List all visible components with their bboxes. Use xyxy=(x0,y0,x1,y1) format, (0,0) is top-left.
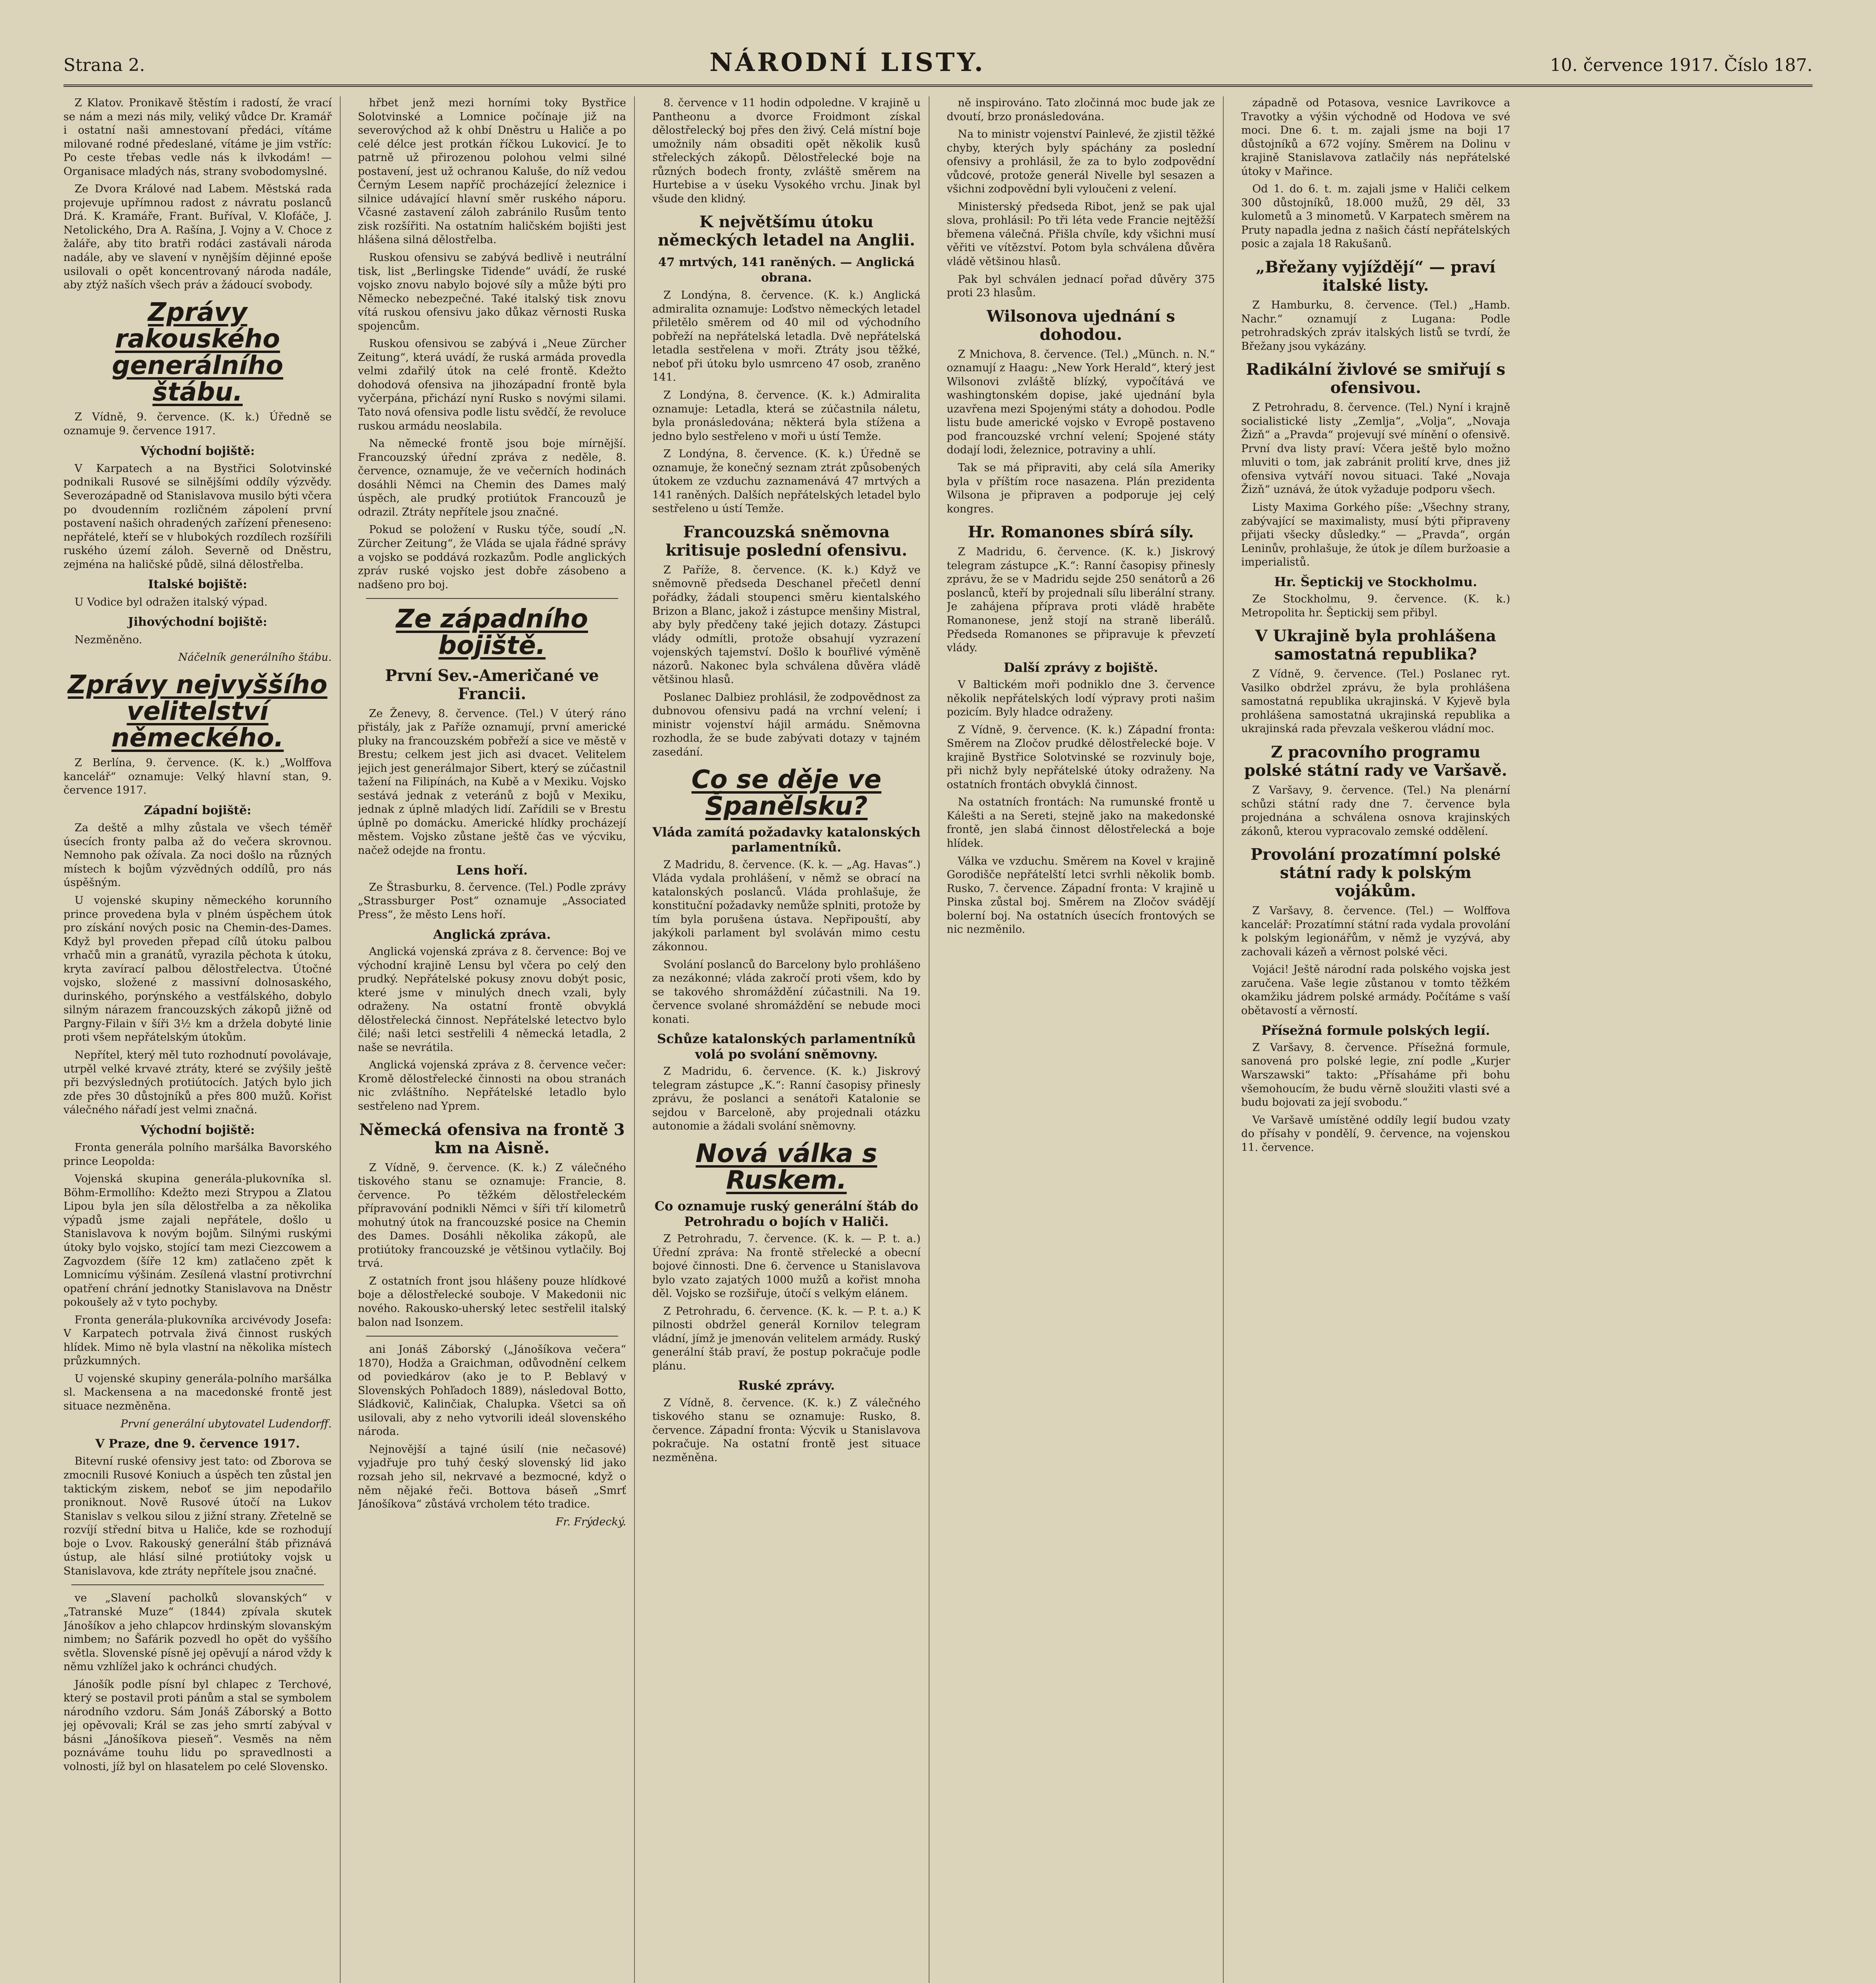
paragraph: Z Varšavy, 8. července. (Tel.) — Wolffova kancelář: Prozatímní státní rada vydala provolání k polským legionářům, v němž je vyzývá, aby zachovali kázeň a věrnost polské věci. xyxy=(1241,905,1510,958)
paragraph: Ruskou ofensivou se zabývá i „Neue Zürcher Zeitung“, která uvádí, že ruská armáda provedla velmi zdařilý útok na celé frontě. Kdežto dohodová ofensiva na jihozápadní frontě byla vyčerpána, přichází nyní Rusko s novými silami. Tato nová ofensiva podle listu svědčí, že revoluce ruskou armádu neoslabila. xyxy=(358,338,626,432)
paragraph: Na ostatních frontách: Na rumunské frontě u Kálešti a na Sereti, stejně jako na makedonské frontě, jen slabá činnost dělostřelecká a boje hlídek. xyxy=(947,796,1215,850)
paragraph: Bitevní ruské ofensivy jest tato: od Zborova se zmocnili Rusové Koniuch a úspěch ten zůstal jen taktickým ziskem, neboť se jim nepodařilo proniknout. Nově Rusové útočí na Lukov Stanislav s velkou silou z jižní strany. Zřetelně se rozvíjí střední bitva u Haliče, kde se rozhodují boje o Lvov. Rakouský generální štáb přiznává ústup, ale hlásí silné protiútoky vojsk u Stanislavova, kde ztráty nepřítele jsou značné. xyxy=(63,1455,332,1577)
headline-legion-oath: Přísežná formule polských legií. xyxy=(1261,1022,1490,1038)
paragraph: Z Madridu, 6. července. (K. k.) Jiskrový telegram zástupce „K.“: Ranní časopisy přinesly zprávu, že se v Madridu sejde 250 senátorů a 26 poslanců, kteří by projednali sílu liberální strany. Je zahájena příprava proti vládě hraběte Romanonese, jenž stojí na straně liberálů. Předseda Romanones se připravuje k převzetí vlády. xyxy=(947,546,1215,654)
headline-german-offensive: Německá ofensiva na frontě 3 km na Aisně. xyxy=(359,1120,625,1157)
headline-polish-council: Z pracovního programu polské státní rady ve Varšavě. xyxy=(1244,742,1507,780)
headline-lens: Lens hoří. xyxy=(456,862,528,878)
paragraph: Z Vídně, 9. července. (Tel.) Poslanec ryt. Vasilko obdržel zprávu, že byla prohlášena samostatná republika ukrajinská. V Kyjevě byla prohlášena samostatná ukrajinská republika a ukrajinská rada převzala veškerou vládní moc. xyxy=(1241,668,1510,735)
paragraph: Ve Varšavě umístěné oddíly legií budou vzaty do přísahy v pondělí, 9. července, na vojenskou 11. července. xyxy=(1241,1114,1510,1154)
paragraph: Svolání poslanců do Barcelony bylo prohlášeno za nezákonné; vláda zakročí proti všem, kdo by se takového shromáždění zúčastnili. Na 19. července svolané shromáždění se nebude moci konati. xyxy=(652,958,921,1026)
paragraph: Z Petrohradu, 7. července. (K. k. — P. t. a.) Úřední zpráva: Na frontě střelecké a obecní bojové činnosti. Dne 6. července u Stanislavova bylo vzato zajatých 1000 mužů a kořist mnoha děl. Vojsko se rozšiřuje, útočí s velkým elánem. xyxy=(652,1232,921,1300)
paragraph: Tak se má připraviti, aby celá síla Ameriky byla v příštím roce nasazena. Plán prezidenta Wilsona je připraven a podporuje jej celý kongres. xyxy=(947,462,1215,515)
paragraph: Pokud se položení v Rusku týče, soudí „N. Zürcher Zeitung“, že Vláda se ujala řádné správy a vojsko se poddává rozkazům. Podle anglických zpráv ruské vojsko jest dobře zásobeno a nadšeno pro boj. xyxy=(358,524,626,591)
paragraph: Z Petrohradu, 6. července. (K. k. — P. t. a.) K pilnosti obdržel generál Kornilov telegram vládní, jímž je jmenován velitelem armády. Ruský generální štáb praví, že postup pokračuje podle plánu. xyxy=(652,1305,921,1372)
paragraph: Ministerský předseda Ribot, jenž se pak ujal slova, prohlásil: Po tři léta vede Francie nejtěžší břemena válečná. Přišla chvíle, kdy všichni musí věřiti ve vítězství. Potom byla schválena důvěra vládě většinou hlasů. xyxy=(947,200,1215,268)
paragraph: Anglická vojenská zpráva z 8. července večer: Kromě dělostřelecké činnosti na obou stranách nic zvláštního. Nepřátelské letadlo bylo sestřeleno nad Yprem. xyxy=(358,1059,626,1112)
column-5 xyxy=(1241,96,1518,1983)
signature: Náčelník generálního štábu. xyxy=(178,651,332,664)
headline-french-chamber: Francouzská sněmovna kritisuje poslední ofensivu. xyxy=(665,522,907,560)
divider xyxy=(366,598,619,599)
headline-russian-staff: Co oznamuje ruský generální štáb do Petrohradu o bojích v Haliči. xyxy=(654,1199,918,1229)
headline-romanones: Hr. Romanones sbírá síly. xyxy=(968,523,1194,542)
headline-german-command: Zprávy nejvyššího velitelství německého. xyxy=(67,670,328,753)
paragraph: Ze Ženevy, 8. července. (Tel.) V úterý ráno přistály, jak z Paříže oznamují, první americké pluky na francouzském pobřeží a sice ve městě v Brestu; celkem jest jich asi dvacet. Velitelem jejich jest generálmajor Sibert, který se zúčastnil tažení na Filipínách, na Kubě a v Mexiku. Vojsko sestává jednak z veteránů z bojů v Mexiku, jednak z úplně mladých lidí. Zařídili se v Brestu úplně po domácku. Americké hlídky procházejí městem. Vojsko zůstane ještě čas ve výcviku, načež odejde na frontu. xyxy=(358,707,626,857)
paragraph: Za deště a mlhy zůstala ve všech téměř úsecích fronty palba až do večera skrovnou. Nemnoho pak ožívala. Za noci došlo na různých místech k bojům výzvědných oddílů, pro nás úspěšným. xyxy=(63,822,332,889)
paragraph: Listy Maxima Gorkého píše: „Všechny strany, zabývající se maximalisty, musí býti připraveny přijati všecky důsledky.“ — „Pravda“, orgán Leninův, prohlašuje, že útok je dílem buržoasie a imperialistů. xyxy=(1241,501,1510,569)
paragraph: ani Jonáš Záborský („Jánošíkova večera“ 1870), Hodža a Graichman, odůvodnění celkem od poviedkárov (ako je to P. Beblavý v Slovenských Pohľadoch 1889), následoval Botto, Sládkovič, Kalinčiak, Chalupka. Všetci sa oň usilovali, aby z neho vytvorili ideál slovenského národa. xyxy=(358,1343,626,1438)
paragraph: Ze Dvora Králové nad Labem. Městská rada projevuje upřímnou radost z návratu poslanců Drá. K. Kramáře, Frant. Buříval, V. Klofáče, J. Netolického, Dra A. Rašína, J. Vojny a V. Choce z žaláře, aby tito bratři rodáci zastávali národa nadále, aby ve slavení v nynějším dějinné epoše usilovali o opět koncentrovaný národa nadále, aby ztýž naších všech práv a žádoucí svobody. xyxy=(63,183,332,292)
paragraph: Z Londýna, 8. července. (K. k.) Úředně se oznamuje, že konečný seznam ztrát způsobených útokem ze vzduchu zaznamenává 47 mrtvých a 141 raněných. Dalších nepřátelských letadel bylo sestřeleno u ústí Temže. xyxy=(652,448,921,515)
paragraph: Anglická vojenská zpráva z 8. července: Boj ve východní krajině Lensu byl včera po celý den prudký. Nepřátelské pokusy znovu dobýt posic, které jsme v minulých dnech vzali, byly odraženy. Na ostatní frontě obvyklá dělostřelecká činnost. Nepřátelské letectvo bylo čilé; naši letci sestřelili 4 německá letadla, 2 naše se nevrátila. xyxy=(358,945,626,1054)
paragraph: Válka ve vzduchu. Směrem na Kovel v krajině Gorodišče nepřátelští letci svrhli několik bomb. Rusko, 7. července. Západní fronta: V krajině u Pinska zůstal boj. Směrem na Zločov svádějí bolerní boj. Na ostatních úsecích frontových se nic nezměnilo. xyxy=(947,855,1215,936)
headline-spain: Co se děje ve Španělsku? xyxy=(691,765,881,821)
page-number: Strana 2. xyxy=(63,55,145,75)
signature: První generální ubytovatel Ludendorff. xyxy=(121,1417,332,1430)
paragraph: Z Londýna, 8. července. (K. k.) Admiralita oznamuje: Letadla, která se zúčastnila náletu, byla pronásledována; některá byla stížena a jedno bylo sestřeleno v moři u ústí Temže. xyxy=(652,389,921,443)
paragraph: Ze Stockholmu, 9. července. (K. k.) Metropolita hr. Šeptickij sem přibyl. xyxy=(1241,593,1510,619)
paragraph: Z Berlína, 9. července. (K. k.) „Wolffova kancelář“ oznamuje: Velký hlavní stan, 9. července 1917. xyxy=(63,757,332,797)
subheading: Západní bojiště: xyxy=(144,803,251,817)
paragraph: hřbet jenž mezi horními toky Bystřice Solotvinské a Lomnice počínaje již na severovýchod až k ohbí Dněstru u Haliče a po celé délce jest protkán říčkou Lukovicí. Je to patrně už přirozenou polohou velmi silné postavení, jest už ochranou Kaluše, do níž vedou Černým Lesem napříč procházející železnice i silnice udávající hlavní směr ruského náporu. Včasné zastavení záloh zabránilo Rusům tento zisk rozšířiti. Na ostatním haličském bojišti jest hlášena silná dělostřelba. xyxy=(358,97,626,246)
headline-septickij: Hr. Šeptickij ve Stockholmu. xyxy=(1274,574,1477,589)
paragraph: Z Mnichova, 8. července. (Tel.) „Münch. n. N.“ oznamují z Haagu: „New York Herald“, který jest Wilsonovi zvláště blízký, vypočítává ve washingtonském dopise, jaké ujednání byla uzavřena mezi Spojenými státy a dohodou. Podle listu bude americké vojsko v Evropě postaveno pod francouzské vrchní velení; Spojené státy dodají lodi, železnice, potraviny a uhlí. xyxy=(947,348,1215,456)
paragraph: Jánošík podle písní byl chlapec z Terchové, který se postavil proti pánům a stal se symbolem národního vzdoru. Sám Jonáš Záborský a Botto jej opěvovali; Král se zas jeho smrtí zabýval v básni „Jánošíkova pieseň“. Vesměs na něm poznáváme touhu lidu po spravedlnosti a volnosti, jíž byl on hlasatelem po celé Slovensko. xyxy=(63,1678,332,1773)
masthead xyxy=(63,48,1813,87)
headline-russia-war: Nová válka s Ruskem. xyxy=(696,1139,878,1195)
paragraph: Ze Štrasburku, 8. července. (Tel.) Podle zprávy „Strassburger Post“ oznamuje „Associated Press“, že město Lens hoří. xyxy=(358,881,626,921)
paragraph: Z Vídně, 9. července. (K. k.) Z válečného tiskového stanu se oznamuje: Francie, 8. července. Po těžkém dělostřeleckém přípravování podnikli Němci v šíři tří kilometrů mohutný útok na francouzské posice na Chemin des Dames. Dosáhli několika zákopů, ale protiútoky francouzské je většinou vytlačily. Boj trvá. xyxy=(358,1161,626,1270)
paragraph: Z Paříže, 8. července. (K. k.) Když ve sněmovně předseda Deschanel přečetl denní pořádky, žádali stoupenci směru kientalského Brizon a Blanc, jakož i zástupce menšiny Mistral, aby byly předčeny také jejich dotazy. Zástupci vlády odmítli, protože obsahují vyzrazení vojenských tajemství. Došlo k bouřlivé výměně názorů. Nakonec byla schválena důvěra vládě většinou hlasů. xyxy=(652,564,921,686)
paragraph: V Karpatech a na Bystřici Solotvinské podnikali Rusové se silnějšími oddíly výzvědy. Severozápadně od Stanislavova musilo býti včera po dvoudenním rozličném zápolení první postavení našich ohradených zařízení přeneseno: nepřátelé, kteří se v hlubokých rozdílech rozšířili ruského území záloh. Severně od Dněstru, zejména na haličské půdě, silná dělostřelba. xyxy=(63,462,332,571)
newspaper-title: NÁRODNÍ LISTY. xyxy=(709,48,986,77)
paragraph: 8. července v 11 hodin odpoledne. V krajině u Pantheonu a dvorce Froidmont získal dělostřelecký boj přes den živý. Celá místní boje umožnily nám obsaditi opět několik kusů střeleckých zákopů. Dělostřelecké boje na různých bodech fronty, zvláště směrem na Hurtebise a v úseku Vysokého vrchu. Jinak byl všude den klidný. xyxy=(652,97,921,205)
column-3 xyxy=(652,96,929,1983)
paragraph: Z Vídně, 8. července. (K. k.) Z válečného tiskového stanu se oznamuje: Rusko, 8. července. Západní fronta: Výcvik u Stanislavova pokračuje. Na ostatní frontě jest situace nezměněna. xyxy=(652,1396,921,1464)
headline-zeppelin-attack: K největšímu útoku německých letadel na Anglii. xyxy=(657,213,915,250)
paragraph: Z Hamburku, 8. července. (Tel.) „Hamb. Nachr.“ oznamují z Lugana: Podle petrohradských zpráv italských listů se tvrdí, že Břežany jsou vykázány. xyxy=(1241,299,1510,353)
headline-ukraine: V Ukrajině byla prohlášena samostatná republika? xyxy=(1255,627,1497,664)
column-4 xyxy=(947,96,1224,1983)
subheading: Italské bojiště: xyxy=(148,577,247,592)
headline-wilson: Wilsonova ujednání s dohodou. xyxy=(987,307,1175,344)
paragraph: Nepřítel, který měl tuto rozhodnutí povolávaje, utrpěl velké krvavé ztráty, které se zvýšily ještě při bezvýsledných protiútocích. Jatých bylo jich zde přes 30 důstojníků a přes 800 mužů. Kořist válečného nářadí jest velmi značná. xyxy=(63,1049,332,1116)
article-columns xyxy=(63,96,1813,1983)
paragraph: Vojenská skupina generála-plukovníka sl. Böhm-Ermollího: Kdežto mezi Strypou a Zlatou Lipou byla jen síla dělostřelba a za několika výpadů jsme zajali nepřátele, došlo u Stanislavova k novým bojům. Silnými ruskými útoky bylo vojsko, stojící tam mezi Ciezcowem a Zagvozdem (šíře 12 km) zatlačeno zpět k Lomnicímu výšinám. Zesílená vlastní protivrchní opatření chrání jednotky Stanislavova na Dněstr pokoušely až v tyto pochyby. xyxy=(63,1173,332,1309)
paragraph: Z Londýna, 8. července. (K. k.) Anglická admiralita oznamuje: Loďstvo německých letadel přiletělo směrem od 40 mil od východního pobřeží na nepřátelská letadla. Dvě nepřátelská letadla sestřelena v moři. Ztráty jsou těžké, neboť při útoku bylo usmrceno 47 osob, zraněno 141. xyxy=(652,289,921,384)
headline-western-front: Ze západního bojiště. xyxy=(396,604,588,661)
paragraph: Vojáci! Ještě národní rada polského vojska jest zaručena. Vaše legie zůstanou v tomto těžkém okamžiku jádrem polské armády. Počítáme s vaší obětavostí a věrností. xyxy=(1241,963,1510,1017)
paragraph: Nejnovější a tajné úsilí (nie nečasové) vyjadřuje pro tuhý český slovenský lid jako rozsah jeho sil, nekrvavé a bezmocné, když o něm nějaké řeči. Bottova báseň „Smrť Jánošíkova“ zůstává vrcholem této tradice. xyxy=(358,1443,626,1511)
headline-americans-france: První Sev.-Američané ve Francii. xyxy=(385,666,599,703)
issue-date: 10. července 1917. Číslo 187. xyxy=(1550,55,1813,75)
paragraph: Od 1. do 6. t. m. zajali jsme v Haliči celkem 300 důstojníků, 18.000 mužů, 29 děl, 33 kulometů a 3 minometů. V Karpatech směrem na Pruty napadla jedna z našich částí nepřátelských posic a zajala 18 Rakušanů. xyxy=(1241,183,1510,250)
paragraph: Z Varšavy, 8. července. Přísežná formule, sanovená pro polské legie, zní podle „Kurjer Warszawski“ takto: „Přísaháme při bohu všemohoucím, že budu věrně sloužiti vlasti své a budu bojovati za její svobodu.“ xyxy=(1241,1041,1510,1109)
subheading: Východní bojiště: xyxy=(140,1123,255,1137)
paragraph: Pak byl schválen jednací pořad důvěry 375 proti 23 hlasům. xyxy=(947,273,1215,299)
column-2 xyxy=(358,96,635,1983)
paragraph: U Vodice byl odražen italský výpad. xyxy=(75,596,268,608)
column-1 xyxy=(63,96,341,1983)
subheading: Východní bojiště: xyxy=(140,444,255,458)
paragraph: Fronta generála polního maršálka Bavorského prince Leopolda: xyxy=(63,1141,332,1168)
divider xyxy=(366,1336,619,1337)
paragraph: Z Petrohradu, 8. července. (Tel.) Nyní i krajně socialistické listy „Zemlja“, „Volja“, „Novaja Žizň“ a „Pravda“ projevují své mínění o ofensivě. První dva listy praví: Včera ještě bylo možno mluviti o tom, jak zabránit prolití krve, dnes již ofensiva vytváří novou situaci. Také „Novaja Žizň“ uznává, že útok vyžaduje podporu všech. xyxy=(1241,401,1510,496)
headline-catalan-demands: Vláda zamítá požadavky katalonských parlamentníků. xyxy=(652,824,921,855)
paragraph: Z Klatov. Pronikavě štěstím i radostí, že vrací se nám a mezi nás mily, veliký vůdce Dr. Kramář i ostatní naši amnestovaní předáci, vítáme milované rodné předeslané, vítáme je jim vstříc: Po ceste třebas vedle nás k ilvkodám! — Organisace mladých nás, strany svobodomyslné. xyxy=(63,97,332,178)
paragraph: Z ostatních front jsou hlášeny pouze hlídkové boje a dělostřelecké souboje. V Makedonii nic nového. Rakousko-uherský letec sestřelil italský balon nad Isonzem. xyxy=(358,1275,626,1329)
headline-english-report: Anglická zpráva. xyxy=(433,926,551,942)
headline-front-news: Další zprávy z bojiště. xyxy=(1004,660,1158,675)
paragraph: Ruskou ofensivu se zabývá bedlivě i neutrální tisk, list „Berlingske Tidende“ uvádí, že ruské vojsko znovu nabylo bojové síly a může býti pro Německo nebezpečné. Také italský tisk znovu vítá ruskou ofensivu jako důkaz věrnosti Ruska spojencům. xyxy=(358,251,626,332)
headline-radicals: Radikální živlové se smiřují s ofensivou. xyxy=(1246,360,1506,397)
paragraph: Na německé frontě jsou boje mírnější. Francouzský úřední zpráva z neděle, 8. července, oznamuje, že ve večerních hodinách dosáhli Němci na Chemin des Dames malý úspěch, ale prudký protiútok Francouzů je odrazil. Ztráty nepřítele jsou značné. xyxy=(358,437,626,518)
divider xyxy=(71,1584,324,1585)
headline-austrian-staff: Zprávy rakouského generálního štábu. xyxy=(112,297,284,407)
headline-polish-proclamation: Provolání prozatímní polské státní rady k polským vojákům. xyxy=(1250,845,1501,901)
paragraph: Z Vídně, 9. července. (K. k.) Západní fronta: Směrem na Zločov prudké dělostřelecké boje. V krajině Bystřice Solotvinské se rozvinuly boje, při nichž byly nepřátelské útoky odraženy. Na ostatních frontách obvyklá činnost. xyxy=(947,723,1215,791)
paragraph: Z Madridu, 6. července. (K. k.) Jiskrový telegram zástupce „K.“: Ranní časopisy přinesly zprávu, že poslanci a senátoři Katalonie se sejdou v Barceloně, aby projednali otázku autonomie a žádali svolání sněmovny. xyxy=(652,1065,921,1133)
subheading: 47 mrtvých, 141 raněných. — Anglická obrana. xyxy=(658,255,915,285)
paragraph: Poslanec Dalbiez prohlásil, že zodpovědnost za dubnovou ofensivu padá na vrchní velení; i ministr vojenství hájil armádu. Sněmovna rozhodla, že se bude zabývati dotazy v tajném zasedání. xyxy=(652,691,921,759)
dateline: V Praze, dne 9. července 1917. xyxy=(95,1437,300,1451)
paragraph: západně od Potasova, vesnice Lavrikovce a Travotky a výšin východně od Hodova ve své moci. Dne 6. t. m. zajali jsme na boji 17 důstojníků a 672 vojíny. Směrem na Dolinu v krajině Stanislavova zatlačily nás nepřátelské útoky v Mařince. xyxy=(1241,97,1510,178)
paragraph: U vojenské skupiny generála-polního maršálka sl. Mackensena a na macedonské frontě jest situace nezměněna. xyxy=(63,1372,332,1412)
paragraph: Na to ministr vojenství Painlevé, že zjistil těžké chyby, kterých byly spáchány za poslední ofensivy a prohlásil, že za to bylo zodpovědní vůdcové, protože generál Nivelle byl sesazen a všichni zodpovědní byli vyloučeni z velení. xyxy=(947,128,1215,196)
paragraph: Fronta generála-plukovníka arcivévody Josefa: V Karpatech potrvala živá činnost ruských hlídek. Mimo ně byla vlastní na několika místech průzkumných. xyxy=(63,1314,332,1367)
paragraph: Z Vídně, 9. července. (K. k.) Úředně se oznamuje 9. července 1917. xyxy=(63,411,332,437)
paragraph: V Baltickém moři podniklo dne 3. července několik nepřátelských lodí výpravy proti našim pozicím. Byly hladce odraženy. xyxy=(947,678,1215,719)
paragraph: ve „Slavení pacholků slovanských“ v „Tatranské Muze“ (1844) zpívala skutek Jánošíkov a jeho chlapcov hrdinským slovanským nimbem; no Šafárik pozvedl ho opět do vyššího světla. Slovenské písně jej opěvují a národ vždy k němu vzhlížel jako k ochránci chudých. xyxy=(63,1592,332,1673)
subheading: Jihovýchodní bojiště: xyxy=(128,615,267,629)
headline-catalan-meeting: Schůze katalonských parlamentníků volá po svolání sněmovny. xyxy=(657,1031,916,1062)
headline-brezany: „Břežany vyjíždějí“ — praví italské listy. xyxy=(1256,258,1496,295)
signature: Fr. Frýdecký. xyxy=(556,1515,626,1528)
headline-russian-reports: Ruské zprávy. xyxy=(738,1378,835,1393)
paragraph: Nezměněno. xyxy=(75,633,142,646)
paragraph: Z Madridu, 8. července. (K. k. — „Ag. Havas“.) Vláda vydala prohlášení, v němž se obrací na katalonských poslanců. Vláda prohlašuje, že konstituční požadavky nemůže splniti, protože by tím byla porušena ústava. Nepřipouští, aby jakýkoli parlament byl svoláván mimo cestu zákonnou. xyxy=(652,858,921,953)
paragraph: ně inspirováno. Tato zločinná moc bude jak ze dvoutí, brzo pronásledována. xyxy=(947,97,1215,123)
paragraph: Z Varšavy, 9. července. (Tel.) Na plenární schůzi státní rady dne 7. července byla projednána a schválena osnova krajinských zákonů, kterou vypracovalo zemské oddělení. xyxy=(1241,784,1510,838)
paragraph: U vojenské skupiny německého korunního prince provedena byla v plném úspěchem útok pro získání nových posic na Chemin-des-Dames. Když byl proveden přepad cílů útoku palbou vrhačů min a granátů, vyrazila pěchota k útoku, kryta zavírací palbou dělostřelectva. Útočné vojsko, složené z massivní dolnosaského, durinského, porýnského a vestfálského, dobylo silným nárazem francouzských zákopů jižně od Pargny-Filain v šíři 3½ km a držela dobyté linie proti všem nepřátelským útokům. xyxy=(63,894,332,1044)
